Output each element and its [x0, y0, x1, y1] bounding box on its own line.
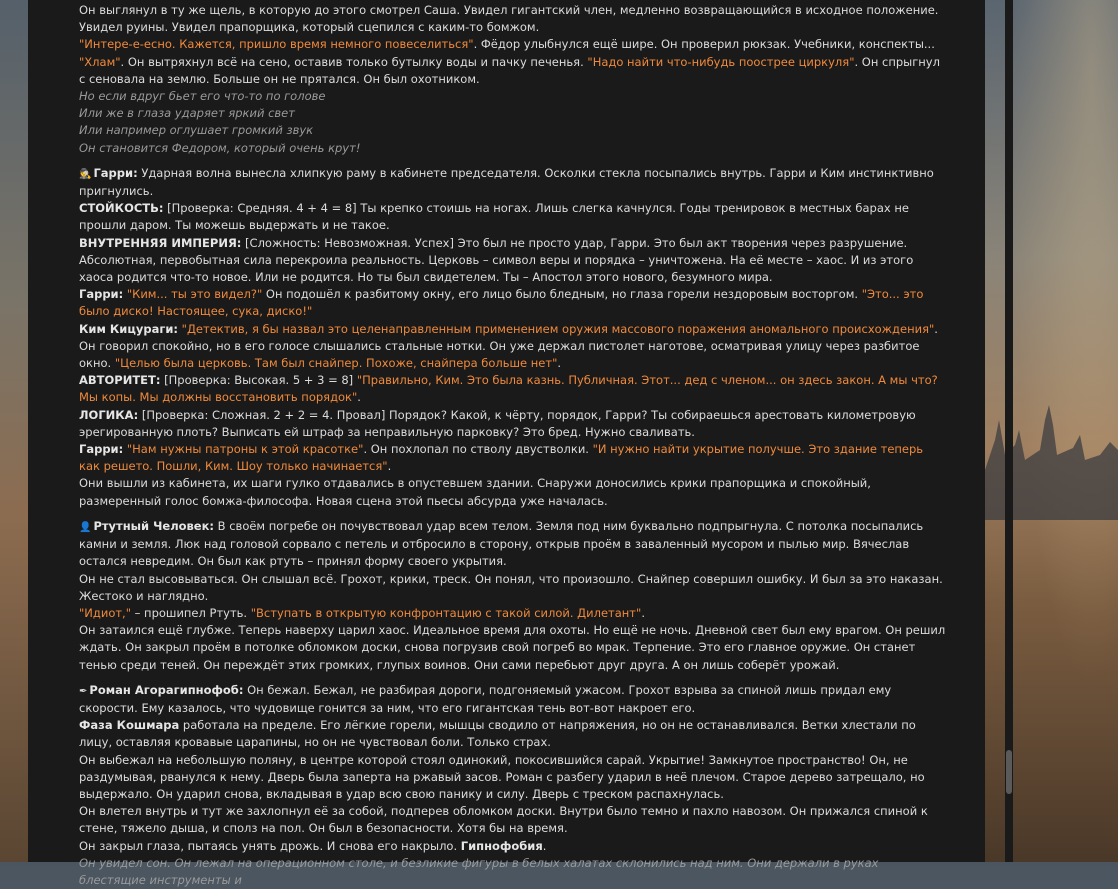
- story-text: .: [542, 838, 547, 853]
- speaker-name: Ртутный Человек:: [93, 518, 215, 533]
- speaker-name: Гарри:: [93, 165, 138, 180]
- scrollbar-track[interactable]: [1005, 0, 1013, 862]
- story-text: . Он спрыгнул с сеновала на землю. Больше он не прятался. Он был охотником.: [79, 54, 940, 86]
- story-paragraph: [79, 622, 947, 674]
- story-paragraph: [79, 838, 947, 855]
- story-text: [Проверка: Высокая. 5 + 3 = 8]: [160, 373, 357, 388]
- story-text: .: [387, 459, 392, 474]
- story-text: .: [557, 356, 562, 371]
- mercury-man-icon: 👤: [79, 521, 92, 533]
- story-paragraph: [79, 372, 947, 406]
- story-paragraph: [79, 803, 947, 837]
- pen-icon: ✒: [79, 685, 88, 697]
- story-text: [Проверка: Средняя. 4 + 4 = 8] Ты крепко стоишь на ногах. Лишь слегка качнулся. Годы тренировок в местных барах не прошли даром. Ты можешь выдержать и не такое.: [79, 201, 909, 233]
- story-text: Он выбежал на небольшую поляну, в центре которой стоял одинокий, покосившийся сарай. Укрытие! Замкнутое пространство! Он, не раздумывая, рванулся к нему. Дверь была заперта на ржавый засов. Роман с разбегу ударил в неё плечом. Старое дерево затрещало, но выдержало. Он ударил снова, вкладывая в удар всю свою панику и силу. Дверь с треском распахнулась.: [79, 752, 925, 801]
- story-text: Он бежал. Бежал, не разбирая дороги, подгоняемый ужасом. Грохот взрыва за спиной лишь придал ему скорости. Ему казалось, что чудовище гонится за ним, что его гигантская тень вот-вот накроет его.: [79, 682, 892, 715]
- scrollbar-thumb[interactable]: [1006, 750, 1012, 794]
- story-paragraph: [79, 286, 947, 320]
- story-paragraph: [79, 752, 947, 804]
- background-left: [0, 0, 28, 862]
- story-text: Ударная волна вынесла хлипкую раму в кабинете председателя. Осколки стекла посыпались внутрь. Гарри и Ким инстинктивно пригнулись.: [79, 165, 934, 199]
- phase-name: Гипнофобия: [460, 838, 543, 853]
- quote-text: "Целью была церковь. Там был снайпер. Похоже, снайпера больше нет": [114, 356, 558, 371]
- skill-name: ВНУТРЕННЯЯ ИМПЕРИЯ:: [79, 235, 242, 250]
- quote-text: "Это... это было диско! Настоящее, сука, диско!": [79, 287, 924, 319]
- story-text: .: [641, 605, 645, 620]
- speaker-name: Гарри:: [79, 287, 124, 302]
- story-paragraph: [79, 36, 947, 88]
- story-text: .: [357, 390, 361, 405]
- quote-text: "Нам нужны патроны к этой красотке": [126, 442, 364, 457]
- story-log: [79, 2, 947, 889]
- story-text: Он выглянул в ту же щель, в которую до этого смотрел Саша. Увидел гигантский член, медленно возвращающийся в исходное положение. Увидел руины. Увидел прапорщика, который сцепился с каким-то бомжом.: [79, 3, 939, 35]
- speaker-name: Ким Кицураги:: [79, 321, 178, 336]
- story-paragraph: [79, 165, 947, 200]
- story-paragraph: Он увидел сон. Он лежал на операционном столе, и безликие фигуры в белых халатах склонились над ним. Они держали в руках блестящие инструменты и: [79, 855, 879, 887]
- story-text: [Сложность: Невозможная. Успех] Это был не просто удар, Гарри. Это был акт творения через разрушение. Абсолютная, первобытная сила перекроила реальность. Церковь – символ веры и порядка – уничтожена. На её месте – хаос. И из этого хаоса родится что-то новое. Или не родится. Но ты был свидетелем. Ты – Апостол этого нового, безумного мира.: [79, 235, 914, 285]
- story-text: . Он вытряхнул всё на сено, оставив только бутылку воды и пачку печенья.: [120, 54, 588, 69]
- story-paragraph: [79, 2, 947, 36]
- skill-name: Фаза Кошмара: [79, 718, 180, 733]
- story-text: . Он похлопал по стволу двустволки.: [363, 442, 593, 457]
- story-text: – прошипел Ртуть.: [131, 605, 251, 620]
- detective-icon: 🕵: [79, 168, 92, 180]
- quote-text: "Хлам": [79, 54, 121, 69]
- story-text: работала на пределе. Его лёгкие горели, мышцы сводило от напряжения, но он не останавливался. Ветки хлестали по лицу, оставляя кровавые царапины, но он не чувствовал боли. Только страх.: [79, 718, 916, 750]
- speaker-name: Роман Агорагипнофоб:: [89, 682, 244, 697]
- poem-line: Или же в глаза ударяет яркий свет: [79, 106, 295, 121]
- quote-text: "Интере-е-есно. Кажется, пришло время немного повеселиться": [79, 37, 474, 52]
- quote-text: "Ким... ты это видел?": [126, 287, 263, 302]
- story-paragraph: [79, 235, 947, 287]
- quote-text: "Идиот,": [79, 605, 131, 620]
- story-paragraph: [79, 475, 947, 509]
- quote-text: "Детектив, я бы назвал это целенаправленным применением оружия массового поражения аномального происхождения": [181, 321, 935, 336]
- story-text: [Проверка: Сложная. 2 + 2 = 4. Провал] Порядок? Какой, к чёрту, порядок, Гарри? Ты собираешься арестовать километровую эрегированную плоть? Выписать ей штраф за неправильную парковку? Это бред. Нужно сваливать.: [79, 407, 916, 439]
- story-paragraph: [79, 717, 947, 751]
- story-text: Он затаился ещё глубже. Теперь наверху царил хаос. Идеальное время для охоты. Но ещё не ночь. Дневной свет был ему врагом. Он решил ждать. Он закрыл проём в потолке обломком доски, снова погрузив свой погреб во мрак. Терпение. Это его главное оружие. Он станет тенью среди теней. Он переждёт этих громких, глупых воинов. Они сами перебьют друг друга. А он лишь соберёт урожай.: [79, 623, 946, 672]
- chat-panel: [28, 0, 985, 887]
- story-text: Они вышли из кабинета, их шаги гулко отдавались в опустевшем здании. Снаружи доносились крики прапорщика и спокойный, размеренный голос бомжа-философа. Новая сцена этой пьесы абсурда уже началась.: [79, 476, 871, 508]
- story-text: Он влетел внутрь и тут же захлопнул её за собой, подперев обломком доски. Внутри было темно и пахло навозом. Он прижался спиной к стене, тяжело дыша, и сполз на пол. Он был в безопасности. Хотя бы на время.: [79, 804, 928, 836]
- poem-line: Но если вдруг бьет его что-то по голове: [79, 89, 326, 104]
- story-paragraph: [79, 200, 947, 234]
- quote-text: "Правильно, Ким. Это была казнь. Публичная. Этот... дед с членом... он здесь закон. А мы что? Мы копы. Мы должны восстановить порядок": [79, 373, 938, 405]
- story-paragraph: [79, 682, 947, 717]
- quote-text: "Вступать в открытую конфронтацию с такой силой. Дилетант": [250, 605, 642, 620]
- skill-name: ЛОГИКА:: [79, 407, 139, 422]
- story-text: Он закрыл глаза, пытаясь унять дрожь. И снова его накрыло.: [79, 838, 461, 853]
- story-text: Он не стал высовываться. Он слышал всё. Грохот, крики, треск. Он понял, что произошло. Снайпер совершил ошибку. И был за это наказан. Жестоко и наглядно.: [79, 571, 943, 603]
- story-paragraph: [79, 571, 947, 605]
- story-paragraph: [79, 518, 947, 571]
- skill-name: СТОЙКОСТЬ:: [79, 201, 164, 216]
- story-paragraph: [79, 407, 947, 441]
- story-text: . Фёдор улыбнулся ещё шире. Он проверил рюкзак. Учебники, конспекты...: [473, 37, 935, 52]
- story-paragraph: [79, 441, 947, 475]
- story-paragraph: [79, 605, 947, 622]
- story-text: Он подошёл к разбитому окну, его лицо было бледным, но глаза горели нездоровым восторгом.: [262, 287, 862, 302]
- story-text: . Он говорил спокойно, но в его голосе слышались стальные нотки. Он уже держал пистолет наготове, осматривая улицу через разбитое окно.: [79, 321, 938, 371]
- quote-text: "И нужно найти укрытие получше. Это здание теперь как решето. Пошли, Ким. Шоу только начинается": [79, 442, 924, 474]
- quote-text: "Надо найти что-нибудь поострее циркуля": [587, 54, 855, 69]
- speaker-name: Гарри:: [79, 442, 124, 457]
- poem-line: Или например оглушает громкий звук: [79, 123, 314, 138]
- poem-line: Он становится Федором, который очень крут!: [79, 140, 361, 155]
- skill-name: АВТОРИТЕТ:: [79, 373, 161, 388]
- story-paragraph: [79, 321, 947, 373]
- story-text: В своём погребе он почувствовал удар всем телом. Земля под ним буквально подпрыгнула. С потолка посыпались камни и земля. Люк над головой сорвало с петель и отбросило в сторону, открыв проём в заваленный мусором и пылью мир. Вячеслав остался невредим. Он был как ртуть – принял форму своего укрытия.: [79, 518, 924, 569]
